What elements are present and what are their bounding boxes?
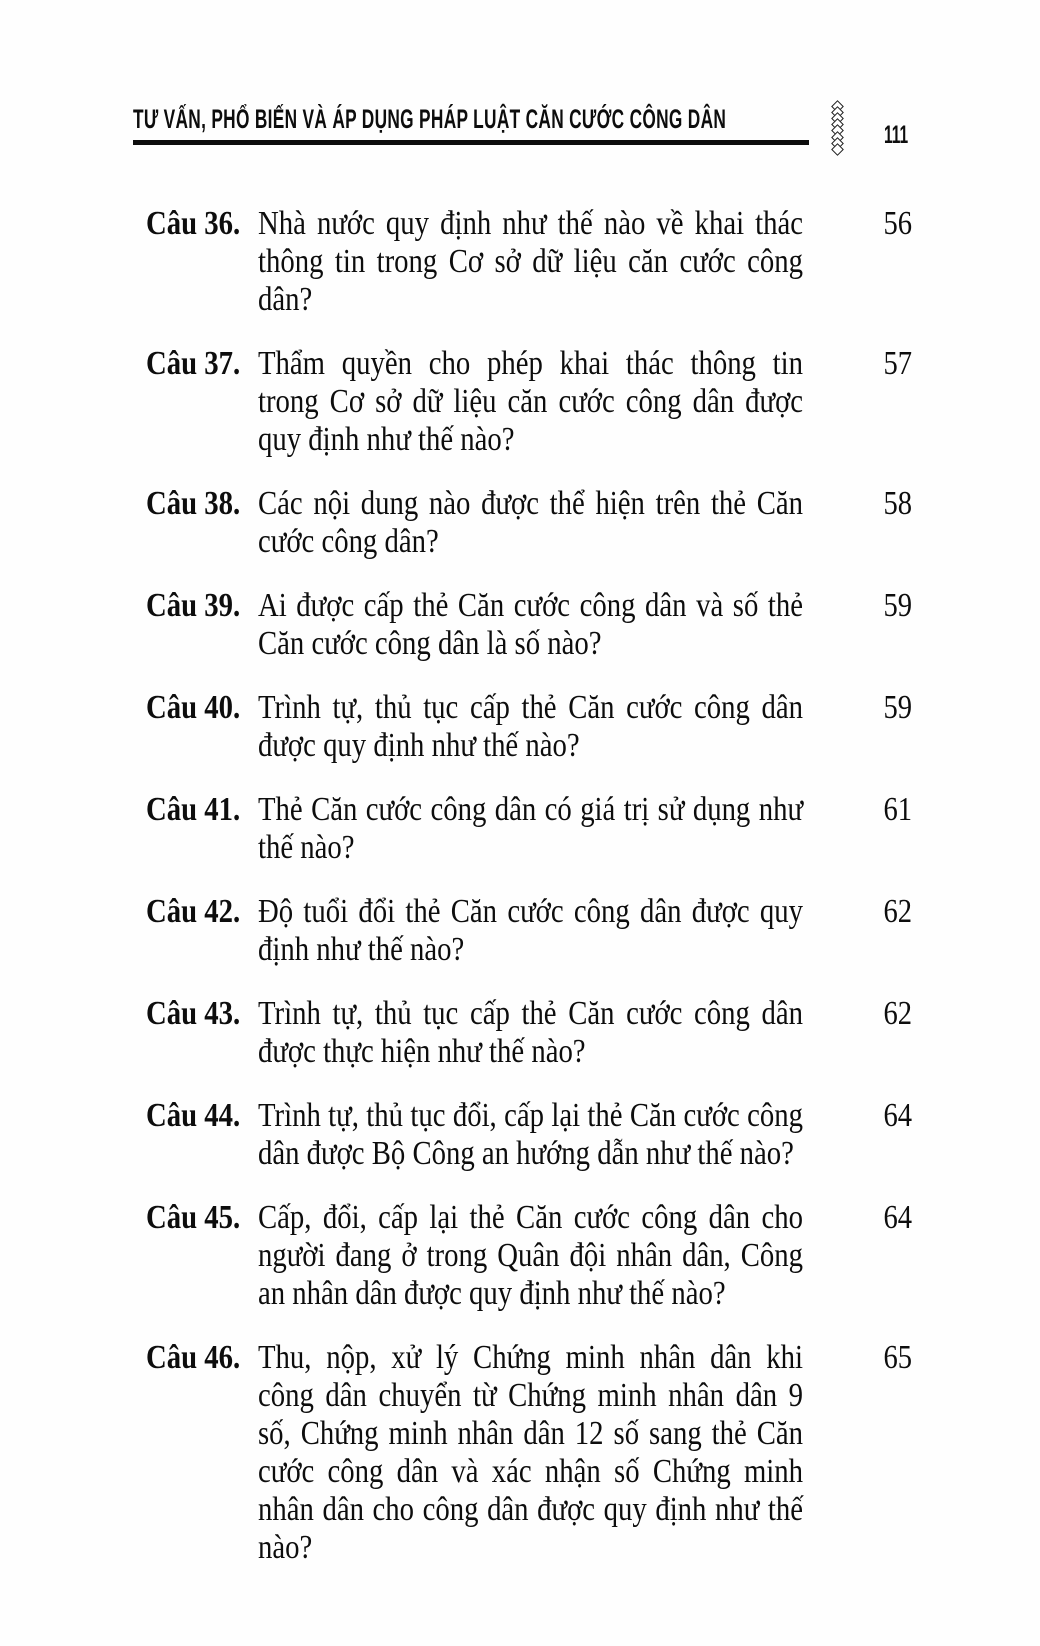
toc-entry [146,1097,912,1173]
toc-entry-page: 64 [883,1199,912,1236]
toc-entry-label: Câu 43. [146,995,241,1032]
toc-entry-page: 62 [883,893,912,930]
toc-entry-question: Trình tự, thủ tục cấp thẻ Căn cước công dân được quy định như thế nào? [258,689,804,764]
toc-entry-question: Các nội dung nào được thể hiện trên thẻ Căn cước công dân? [258,485,804,560]
toc-entry-page: 64 [883,1097,912,1134]
toc-entry-question: Thẩm quyền cho phép khai thác thông tin trong Cơ sở dữ liệu căn cước công dân được quy định như thế nào? [258,345,804,458]
toc-entry-question: Thu, nộp, xử lý Chứng minh nhân dân khi công dân chuyển từ Chứng minh nhân dân 9 số, Chứng minh nhân dân 12 số sang thẻ Căn cước công dân và xác nhận số Chứng minh nhân dân cho công dân được quy định như thế nào? [258,1339,804,1566]
toc-entry-label: Câu 36. [146,205,241,242]
chain-ornament-icon [833,103,842,153]
toc-entry-question: Độ tuổi đổi thẻ Căn cước công dân được quy định như thế nào? [258,893,804,968]
toc-entry-label: Câu 40. [146,689,241,726]
toc-entry-page: 61 [883,791,912,828]
toc-entry [146,791,912,867]
toc-entry-page: 58 [883,485,912,522]
toc-entry-question: Nhà nước quy định như thế nào về khai thác thông tin trong Cơ sở dữ liệu căn cước công dân? [258,205,804,318]
toc-entry-question: Thẻ Căn cước công dân có giá trị sử dụng như thế nào? [258,791,804,866]
toc-entry-label: Câu 39. [146,587,241,624]
toc-entry [146,689,912,765]
toc-entry-page: 57 [883,345,912,382]
toc-list [146,205,912,1593]
folio-page-number: 111 [884,121,909,149]
toc-entry-label: Câu 46. [146,1339,241,1376]
toc-entry-page: 56 [883,205,912,242]
toc-entry [146,345,912,459]
toc-entry-page: 62 [883,995,912,1032]
toc-entry-label: Câu 42. [146,893,241,930]
toc-entry [146,205,912,319]
toc-entry-question: Cấp, đổi, cấp lại thẻ Căn cước công dân cho người đang ở trong Quân đội nhân dân, Công an nhân dân được quy định như thế nào? [258,1199,804,1312]
toc-entry [146,995,912,1071]
toc-entry [146,893,912,969]
toc-entry-question: Ai được cấp thẻ Căn cước công dân và số thẻ Căn cước công dân là số nào? [258,587,804,662]
running-header-title: TƯ VẤN, PHỔ BIẾN VÀ ÁP DỤNG PHÁP LUẬT CĂN CƯỚC CÔNG DÂN [133,104,727,134]
toc-entry-question: Trình tự, thủ tục đổi, cấp lại thẻ Căn cước công dân được Bộ Công an hướng dẫn như thế nào? [258,1097,804,1172]
toc-entry-page: 59 [883,689,912,726]
toc-entry-label: Câu 41. [146,791,241,828]
toc-entry [146,485,912,561]
toc-entry [146,587,912,663]
toc-entry-label: Câu 38. [146,485,241,522]
page-header [133,106,809,145]
toc-entry-label: Câu 45. [146,1199,241,1236]
toc-entry [146,1339,912,1567]
toc-entry-page: 65 [883,1339,912,1376]
toc-entry [146,1199,912,1313]
toc-entry-question: Trình tự, thủ tục cấp thẻ Căn cước công dân được thực hiện như thế nào? [258,995,804,1070]
toc-entry-label: Câu 44. [146,1097,241,1134]
header-rule [133,140,809,145]
toc-entry-page: 59 [883,587,912,624]
toc-entry-label: Câu 37. [146,345,241,382]
